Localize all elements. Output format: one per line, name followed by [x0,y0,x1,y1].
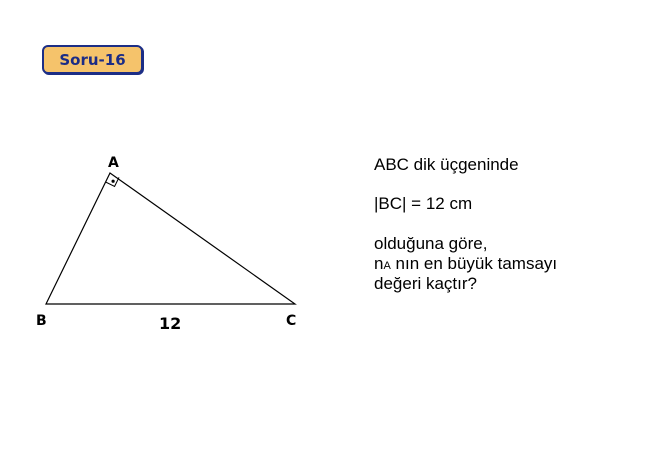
median-symbol: n [374,254,384,273]
question-line-2: |BC| = 12 cm [374,194,473,213]
question-line-3: olduğuna göre, [374,234,488,253]
vertex-label-c: C [286,313,297,329]
question-line-5: değeri kaçtır? [374,274,477,293]
question-line-4-rest: nın en büyük tamsayı [390,254,558,273]
right-angle-dot [112,180,115,183]
vertex-label-b: B [36,313,47,329]
question-line-1: ABC dik üçgeninde [374,155,519,174]
median-subscript: A [383,260,391,272]
question-line-4 [374,254,557,276]
question-number-label: Soru-16 [59,50,126,69]
side-label-bc: 12 [159,314,182,333]
vertex-label-a: A [108,155,119,171]
triangle-abc [46,173,295,304]
